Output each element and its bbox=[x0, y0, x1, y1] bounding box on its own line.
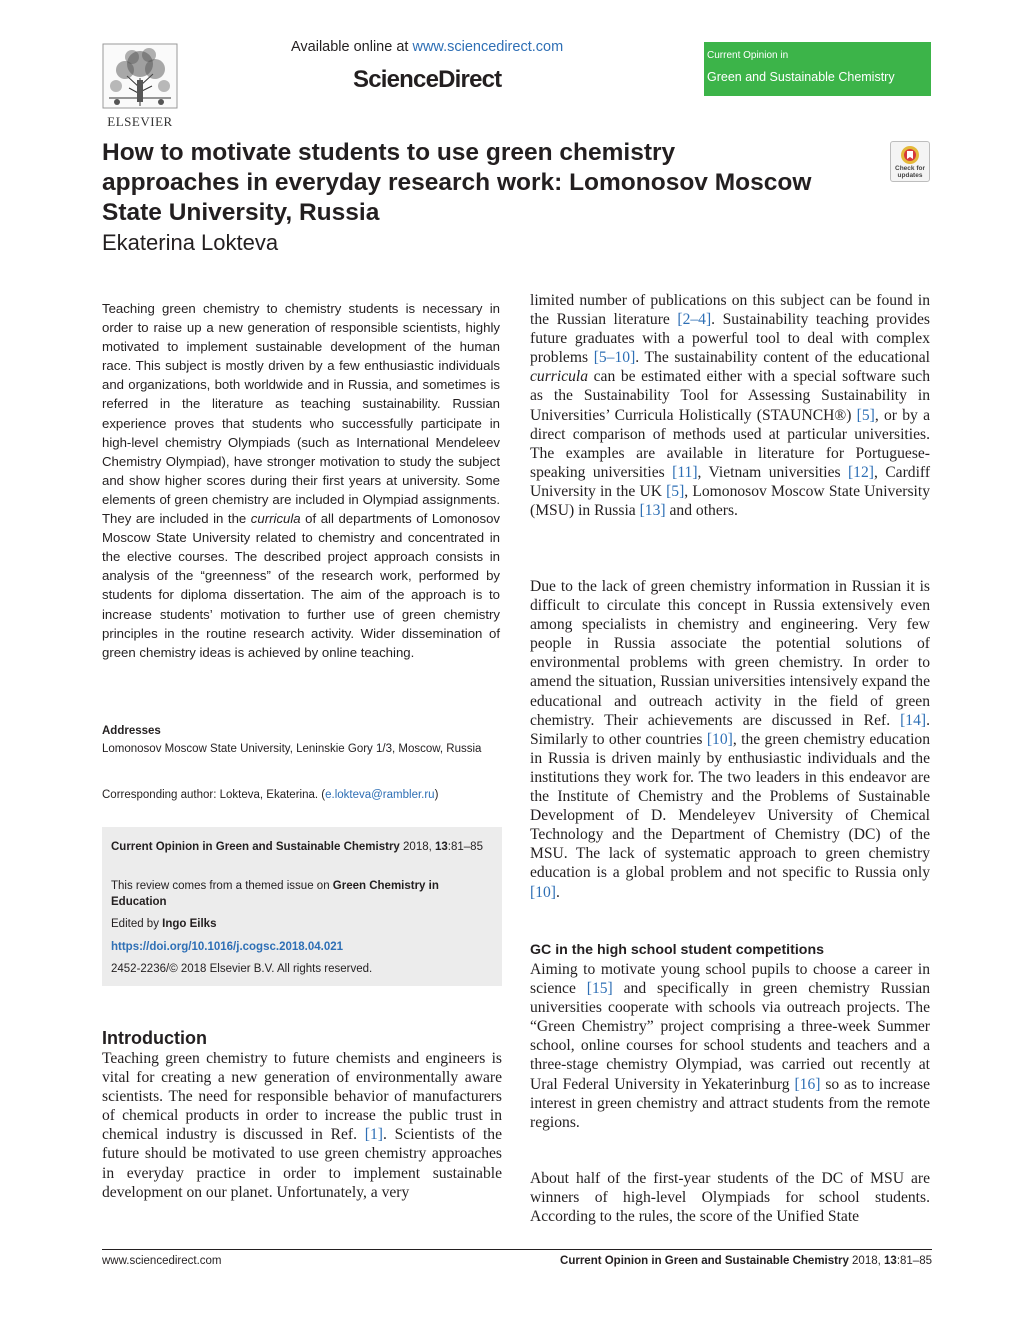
elsevier-tree-icon bbox=[99, 42, 181, 130]
edited-by-line bbox=[111, 916, 496, 932]
elsevier-logo[interactable] bbox=[99, 42, 181, 130]
available-online-line bbox=[291, 39, 563, 55]
available-prefix: Available online at bbox=[291, 39, 413, 55]
introduction-heading: Introduction bbox=[102, 1028, 207, 1048]
ref-link[interactable]: [13] bbox=[639, 502, 666, 520]
p3-text: Aiming to motivate young school pupils to choose a career in science bbox=[530, 961, 930, 998]
p1-text: . Sustainability teaching provides future graduates with a powerful tool to deal with complex problems bbox=[530, 311, 930, 367]
body-paragraph-2 bbox=[530, 577, 930, 902]
body-paragraph-4: About half of the first-year students of the DC of MSU are winners of high-level Olympiads for school students. According to the rules, the score of the Unified State bbox=[530, 1170, 930, 1226]
ref-link[interactable]: [10] bbox=[530, 883, 556, 901]
journal-banner-line1: Current Opinion in bbox=[707, 50, 789, 61]
footer-journal: Current Opinion in Green and Sustainable Chemistry bbox=[560, 1255, 849, 1267]
infobox-pages: :81–85 bbox=[447, 841, 483, 853]
abstract-part-1: Teaching green chemistry to chemistry students is necessary in order to raise up a new generation of responsible scientists, highly motivated to implement sustainable development of the human race. This subject is mostly driven by a few enthusiastic individuals and organizations, both worldwide and in Russia, and sometimes is referred in the literature as teaching sustainability. Russian experience proves that students who successfully participate in high-level chemistry Olympiads (such as International Mendeleev Chemistry Olympiad), have stronger motivation to study the subject and show higher scores during their first years at university. Some elements of green chemistry are included in Olympiad assignments. They are included in the bbox=[102, 301, 500, 527]
ref-1-link[interactable]: [1] bbox=[364, 1126, 383, 1144]
ref-link[interactable]: [15] bbox=[586, 980, 613, 998]
p2-text: Due to the lack of green chemistry information in Russian it is difficult to circulate this concept in Russia extensively even among specialists in chemistry and engineering. Very few people in Russia associate the potential solutions of environmental problems with green chemistry. In order to amend the situation, Russian universities intensively expand the educational and outreach activity in the field of green chemistry. Their achievements are discussed in Ref. bbox=[530, 578, 930, 729]
check-for-updates-icon bbox=[900, 145, 920, 165]
address-text: Lomonosov Moscow State University, Leninskie Gory 1/3, Moscow, Russia bbox=[102, 743, 482, 755]
ref-link[interactable]: [16] bbox=[794, 1075, 821, 1093]
ref-link[interactable]: [14] bbox=[900, 711, 927, 729]
body-paragraph-1 bbox=[530, 291, 930, 520]
editor-name: Ingo Eilks bbox=[162, 918, 217, 930]
themed-issue-line bbox=[111, 878, 496, 910]
addresses-heading: Addresses bbox=[102, 725, 161, 737]
article-title: How to motivate students to use green chemistry approaches in everyday research work: Lomonosov Moscow State University, Russia bbox=[102, 139, 812, 226]
infobox-year: 2018, bbox=[399, 841, 435, 853]
abstract bbox=[102, 299, 500, 662]
p1-italic-term: curricula bbox=[530, 368, 589, 386]
copyright-line: 2452-2236/© 2018 Elsevier B.V. All rights reserved. bbox=[111, 963, 373, 975]
author-email-link[interactable]: e.lokteva@rambler.ru bbox=[325, 789, 435, 801]
journal-banner[interactable] bbox=[704, 42, 931, 96]
citation-line bbox=[111, 839, 496, 855]
theme-prefix: This review comes from a themed issue on bbox=[111, 880, 333, 892]
corresponding-suffix: ) bbox=[434, 789, 439, 801]
journal-banner-line2: Green and Sustainable Chemistry bbox=[707, 70, 895, 84]
infobox-volume: 13 bbox=[435, 841, 448, 853]
section-heading-gc: GC in the high school student competitions bbox=[530, 942, 824, 958]
doi-link[interactable]: https://doi.org/10.1016/j.cogsc.2018.04.021 bbox=[111, 941, 344, 953]
footer-pages: :81–85 bbox=[896, 1255, 932, 1267]
p1-text: and others. bbox=[665, 502, 738, 520]
intro-text-a: Teaching green chemistry to future chemists and engineers is vital for creating a new generation of environmentally aware scientists. The need for responsible behavior of manufacturers of chemical products in order to increase the public trust in chemical industry is discussed in Ref. bbox=[102, 1050, 502, 1144]
p1-text: , Cardiff University in the UK bbox=[530, 463, 931, 500]
infobox-journal-name: Current Opinion in Green and Sustainable Chemistry bbox=[111, 841, 400, 853]
author-name: Ekaterina Lokteva bbox=[102, 230, 279, 255]
ref-link[interactable]: [12] bbox=[847, 463, 874, 481]
introduction-paragraph bbox=[102, 1049, 502, 1202]
edited-prefix: Edited by bbox=[111, 918, 163, 930]
p1-text: can be estimated either with a special software such as the Sustainability Tool for Assessing Sustainability in Universities’ Curricula Holistically (STAUNCH®) bbox=[530, 368, 930, 424]
ref-link[interactable]: [11] bbox=[672, 463, 698, 481]
p1-text: limited number of publications on this subject can be found in the Russian literature bbox=[530, 292, 930, 329]
check-for-updates-button[interactable] bbox=[890, 141, 930, 182]
footer-year: 2018, bbox=[848, 1255, 885, 1267]
corresponding-author bbox=[102, 789, 438, 801]
corresponding-prefix: Corresponding author: Lokteva, Ekaterina. ( bbox=[102, 789, 326, 801]
p2-text: . Similarly to other countries bbox=[530, 711, 930, 748]
ref-link[interactable]: [5] bbox=[666, 482, 685, 500]
p3-text: and specifically in green chemistry Russian universities cooperate with schools via outreach projects. The “Green Chemistry” project comprising a three-week Summer school, online courses for school students and teachers and a three-stage chemistry Olympiad, was carried out recently at Ural Federal University in Yekaterinburg bbox=[530, 980, 931, 1093]
abstract-part-2: of all departments of Lomonosov Moscow State University related to chemistry and concentrated in the elective courses. The described project approach consists in analysis of the “greenness” of the research work, performed by students for diploma dissertation. The aim of the approach is to increase students’ motivation to further use of green chemistry principles in the routine research activity. Wider dissemination of green chemistry ideas is achieved by online teaching. bbox=[102, 511, 500, 660]
p1-text: . The sustainability content of the educational bbox=[635, 349, 930, 367]
elsevier-wordmark: ELSEVIER bbox=[107, 114, 173, 129]
footer-citation bbox=[560, 1255, 932, 1267]
p2-text: , the green chemistry education in Russia is driven mainly by enthusiastic individuals and the institutions they work for. The two leaders in this endeavor are the Institute of Chemistry and the Problems of Sustainable Development of D. Mendeleyev University of Chemical Technology and the Department of Chemistry (DC) of the MSU. The lack of systematic approach to green chemistry education is a global problem and not specific to Russia only bbox=[530, 730, 931, 882]
body-paragraph-3 bbox=[530, 960, 930, 1132]
footer-site-link[interactable]: www.sciencedirect.com bbox=[102, 1255, 222, 1267]
intro-text-b: . Scientists of the future should be motivated to use green chemistry approaches in everyday practice in order to implement sustainable development on our planet. Unfortunately, a very bbox=[102, 1126, 502, 1201]
ref-link[interactable]: [5–10] bbox=[593, 349, 636, 367]
p3-text: so as to increase interest in green chemistry and attract students from the remote regions. bbox=[530, 1075, 931, 1131]
ref-link[interactable]: [2–4] bbox=[677, 311, 712, 329]
article-info-box bbox=[102, 827, 502, 986]
check-for-updates-label: Check for updates bbox=[895, 165, 925, 179]
ref-link[interactable]: [10] bbox=[706, 730, 733, 748]
p1-text: , Lomonosov Moscow State University (MSU) in Russia bbox=[530, 482, 930, 520]
footer-volume: 13 bbox=[884, 1255, 897, 1267]
footer-divider bbox=[102, 1249, 932, 1250]
p1-text: , or by a direct comparison of methods used at particular universities. The examples are available in literature for Portuguese-speaking universities bbox=[530, 406, 930, 481]
ref-link[interactable]: [5] bbox=[856, 406, 875, 424]
theme-name: Green Chemistry in Education bbox=[111, 880, 439, 908]
sciencedirect-link[interactable]: www.sciencedirect.com bbox=[412, 39, 564, 55]
abstract-italic-term: curricula bbox=[250, 511, 301, 527]
sciencedirect-brand[interactable]: ScienceDirect bbox=[353, 66, 502, 93]
p2-text: . bbox=[555, 883, 560, 901]
p1-text: , Vietnam universities bbox=[697, 463, 848, 481]
